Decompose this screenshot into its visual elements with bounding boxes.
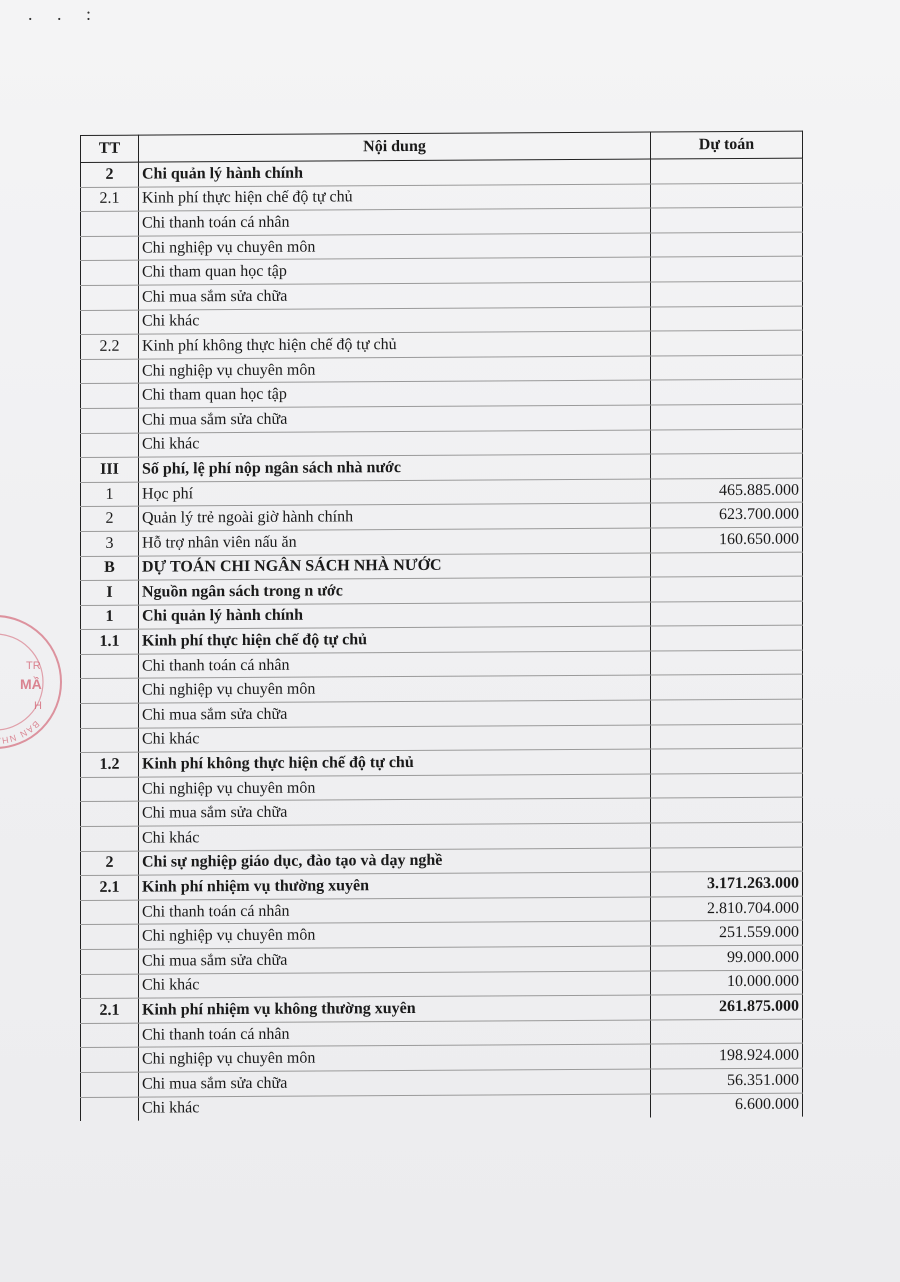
row-amount [651,306,803,332]
corner-mark: . . : [28,4,102,24]
row-amount: 6.600.000 [651,1093,803,1118]
row-number [81,703,139,728]
row-content: Kinh phí không thực hiện chế độ tự chủ [139,331,651,359]
row-number [81,1023,139,1048]
row-content: Chi nghiệp vụ chuyên môn [139,233,651,261]
row-number [81,826,139,851]
row-content: Kinh phí thực hiện chế độ tự chủ [139,184,651,212]
row-amount [651,847,803,873]
row-amount: 261.875.000 [651,994,803,1020]
row-number [81,261,139,286]
row-content: Số phí, lệ phí nộp ngân sách nhà nước [139,454,651,482]
row-number [81,949,139,974]
row-content: Kinh phí thực hiện chế độ tự chủ [139,626,651,654]
row-content: Chi nghiệp vụ chuyên môn [139,356,651,384]
row-content: Chi sự nghiệp giáo dục, đào tạo và dạy nghề [139,848,651,876]
row-number: I [81,580,139,605]
svg-text:TR: TR [26,660,41,672]
row-amount [651,429,803,455]
row-number: 1.2 [81,752,139,777]
row-number [81,1097,139,1121]
header-noi-dung: Nội dung [139,132,651,162]
row-number [81,974,139,999]
row-content: Chi tham quan học tập [139,380,651,408]
row-number: 1.1 [81,629,139,654]
row-content: Chi khác [139,823,651,851]
row-amount: 2.810.704.000 [651,896,803,922]
row-number: 2 [81,162,139,187]
row-number [81,236,139,261]
row-content: Chi khác [139,971,651,999]
row-amount [651,748,803,774]
row-content: Học phí [139,479,651,507]
row-content: Chi nghiệp vụ chuyên môn [139,1044,651,1072]
row-number: 1 [81,482,139,507]
budget-table-container [80,131,802,1122]
row-content: Chi khác [139,725,651,753]
row-number: 1 [81,605,139,630]
row-content: Chi thanh toán cá nhân [139,897,651,925]
row-amount [651,822,803,848]
row-content: Chi khác [139,1094,651,1121]
header-du-toan: Dự toán [651,131,803,159]
row-amount: 3.171.263.000 [651,871,803,897]
row-content: Chi mua sắm sửa chữa [139,282,651,310]
row-amount [651,232,803,258]
row-amount: 10.000.000 [651,970,803,996]
row-amount: 465.885.000 [651,478,803,504]
row-content: Chi thanh toán cá nhân [139,1020,651,1048]
row-number: 2.1 [81,187,139,212]
header-tt: TT [81,135,139,162]
row-number: III [81,457,139,482]
table-body [81,158,803,1121]
row-amount [651,355,803,381]
row-number: 2 [81,506,139,531]
row-number: 2.2 [81,334,139,359]
row-amount: 251.559.000 [651,920,803,946]
row-number: 2.1 [81,998,139,1023]
row-content: Chi quản lý hành chính [139,602,651,630]
row-amount [651,650,803,676]
row-amount [651,601,803,627]
row-amount [651,379,803,405]
row-content: Chi mua sắm sửa chữa [139,946,651,974]
row-number [81,408,139,433]
row-number [81,1072,139,1097]
row-amount: 56.351.000 [651,1068,803,1094]
row-amount: 623.700.000 [651,502,803,528]
row-content: Hỗ trợ nhân viên nấu ăn [139,528,651,556]
row-content: Chi thanh toán cá nhân [139,651,651,679]
row-amount [651,699,803,725]
svg-text:MẦ: MẦ [20,676,42,692]
row-number: 3 [81,531,139,556]
budget-table [80,131,803,1122]
row-content: Kinh phí nhiệm vụ không thường xuyên [139,995,651,1023]
row-number [81,679,139,704]
row-content: Chi nghiệp vụ chuyên môn [139,921,651,949]
row-number: B [81,556,139,581]
row-content: Quản lý trẻ ngoài giờ hành chính [139,503,651,531]
row-content: Kinh phí không thực hiện chế độ tự chủ [139,749,651,777]
row-amount [651,773,803,799]
row-number [81,310,139,335]
row-amount [651,798,803,824]
row-amount [651,183,803,209]
row-number [81,777,139,802]
row-number [81,728,139,753]
row-amount [651,158,803,184]
row-content: DỰ TOÁN CHI NGÂN SÁCH NHÀ NƯỚC [139,553,651,581]
row-number: 2 [81,851,139,876]
row-content: Chi thanh toán cá nhân [139,208,651,236]
row-amount [651,675,803,701]
row-number [81,211,139,236]
row-amount [651,330,803,356]
row-amount [651,552,803,578]
row-number [81,654,139,679]
row-content: Chi khác [139,307,651,335]
row-number: 2.1 [81,875,139,900]
row-number [81,359,139,384]
row-amount [651,281,803,307]
row-number [81,925,139,950]
row-amount: 198.924.000 [651,1043,803,1069]
row-amount [651,256,803,282]
row-amount: 160.650.000 [651,527,803,553]
row-amount [651,625,803,651]
row-amount [651,404,803,430]
row-amount: 99.000.000 [651,945,803,971]
row-number [81,285,139,310]
row-amount [651,453,803,479]
stamp-seal-icon [0,617,60,747]
row-number [81,383,139,408]
row-content: Chi nghiệp vụ chuyên môn [139,774,651,802]
row-number [81,900,139,925]
row-number [81,433,139,458]
row-content: Chi tham quan học tập [139,257,651,285]
row-amount [651,207,803,233]
row-content: Chi khác [139,430,651,458]
row-number [81,802,139,827]
svg-text:BAN NHÂN DÂN QUẬN: BAN NH [0,718,42,746]
row-content: Chi quản lý hành chính [139,159,651,187]
row-content: Chi mua sắm sửa chữa [139,798,651,826]
svg-text:H: H [34,700,42,712]
row-amount [651,576,803,602]
row-content: Kinh phí nhiệm vụ thường xuyên [139,872,651,900]
official-stamp [0,615,62,749]
row-content: Nguồn ngân sách trong n ước [139,577,651,605]
row-content: Chi mua sắm sửa chữa [139,700,651,728]
row-content: Chi mua sắm sửa chữa [139,1069,651,1097]
row-amount [651,1019,803,1045]
row-content: Chi mua sắm sửa chữa [139,405,651,433]
row-amount [651,724,803,750]
row-content: Chi nghiệp vụ chuyên môn [139,675,651,703]
row-number [81,1048,139,1073]
table-row [81,1093,803,1122]
